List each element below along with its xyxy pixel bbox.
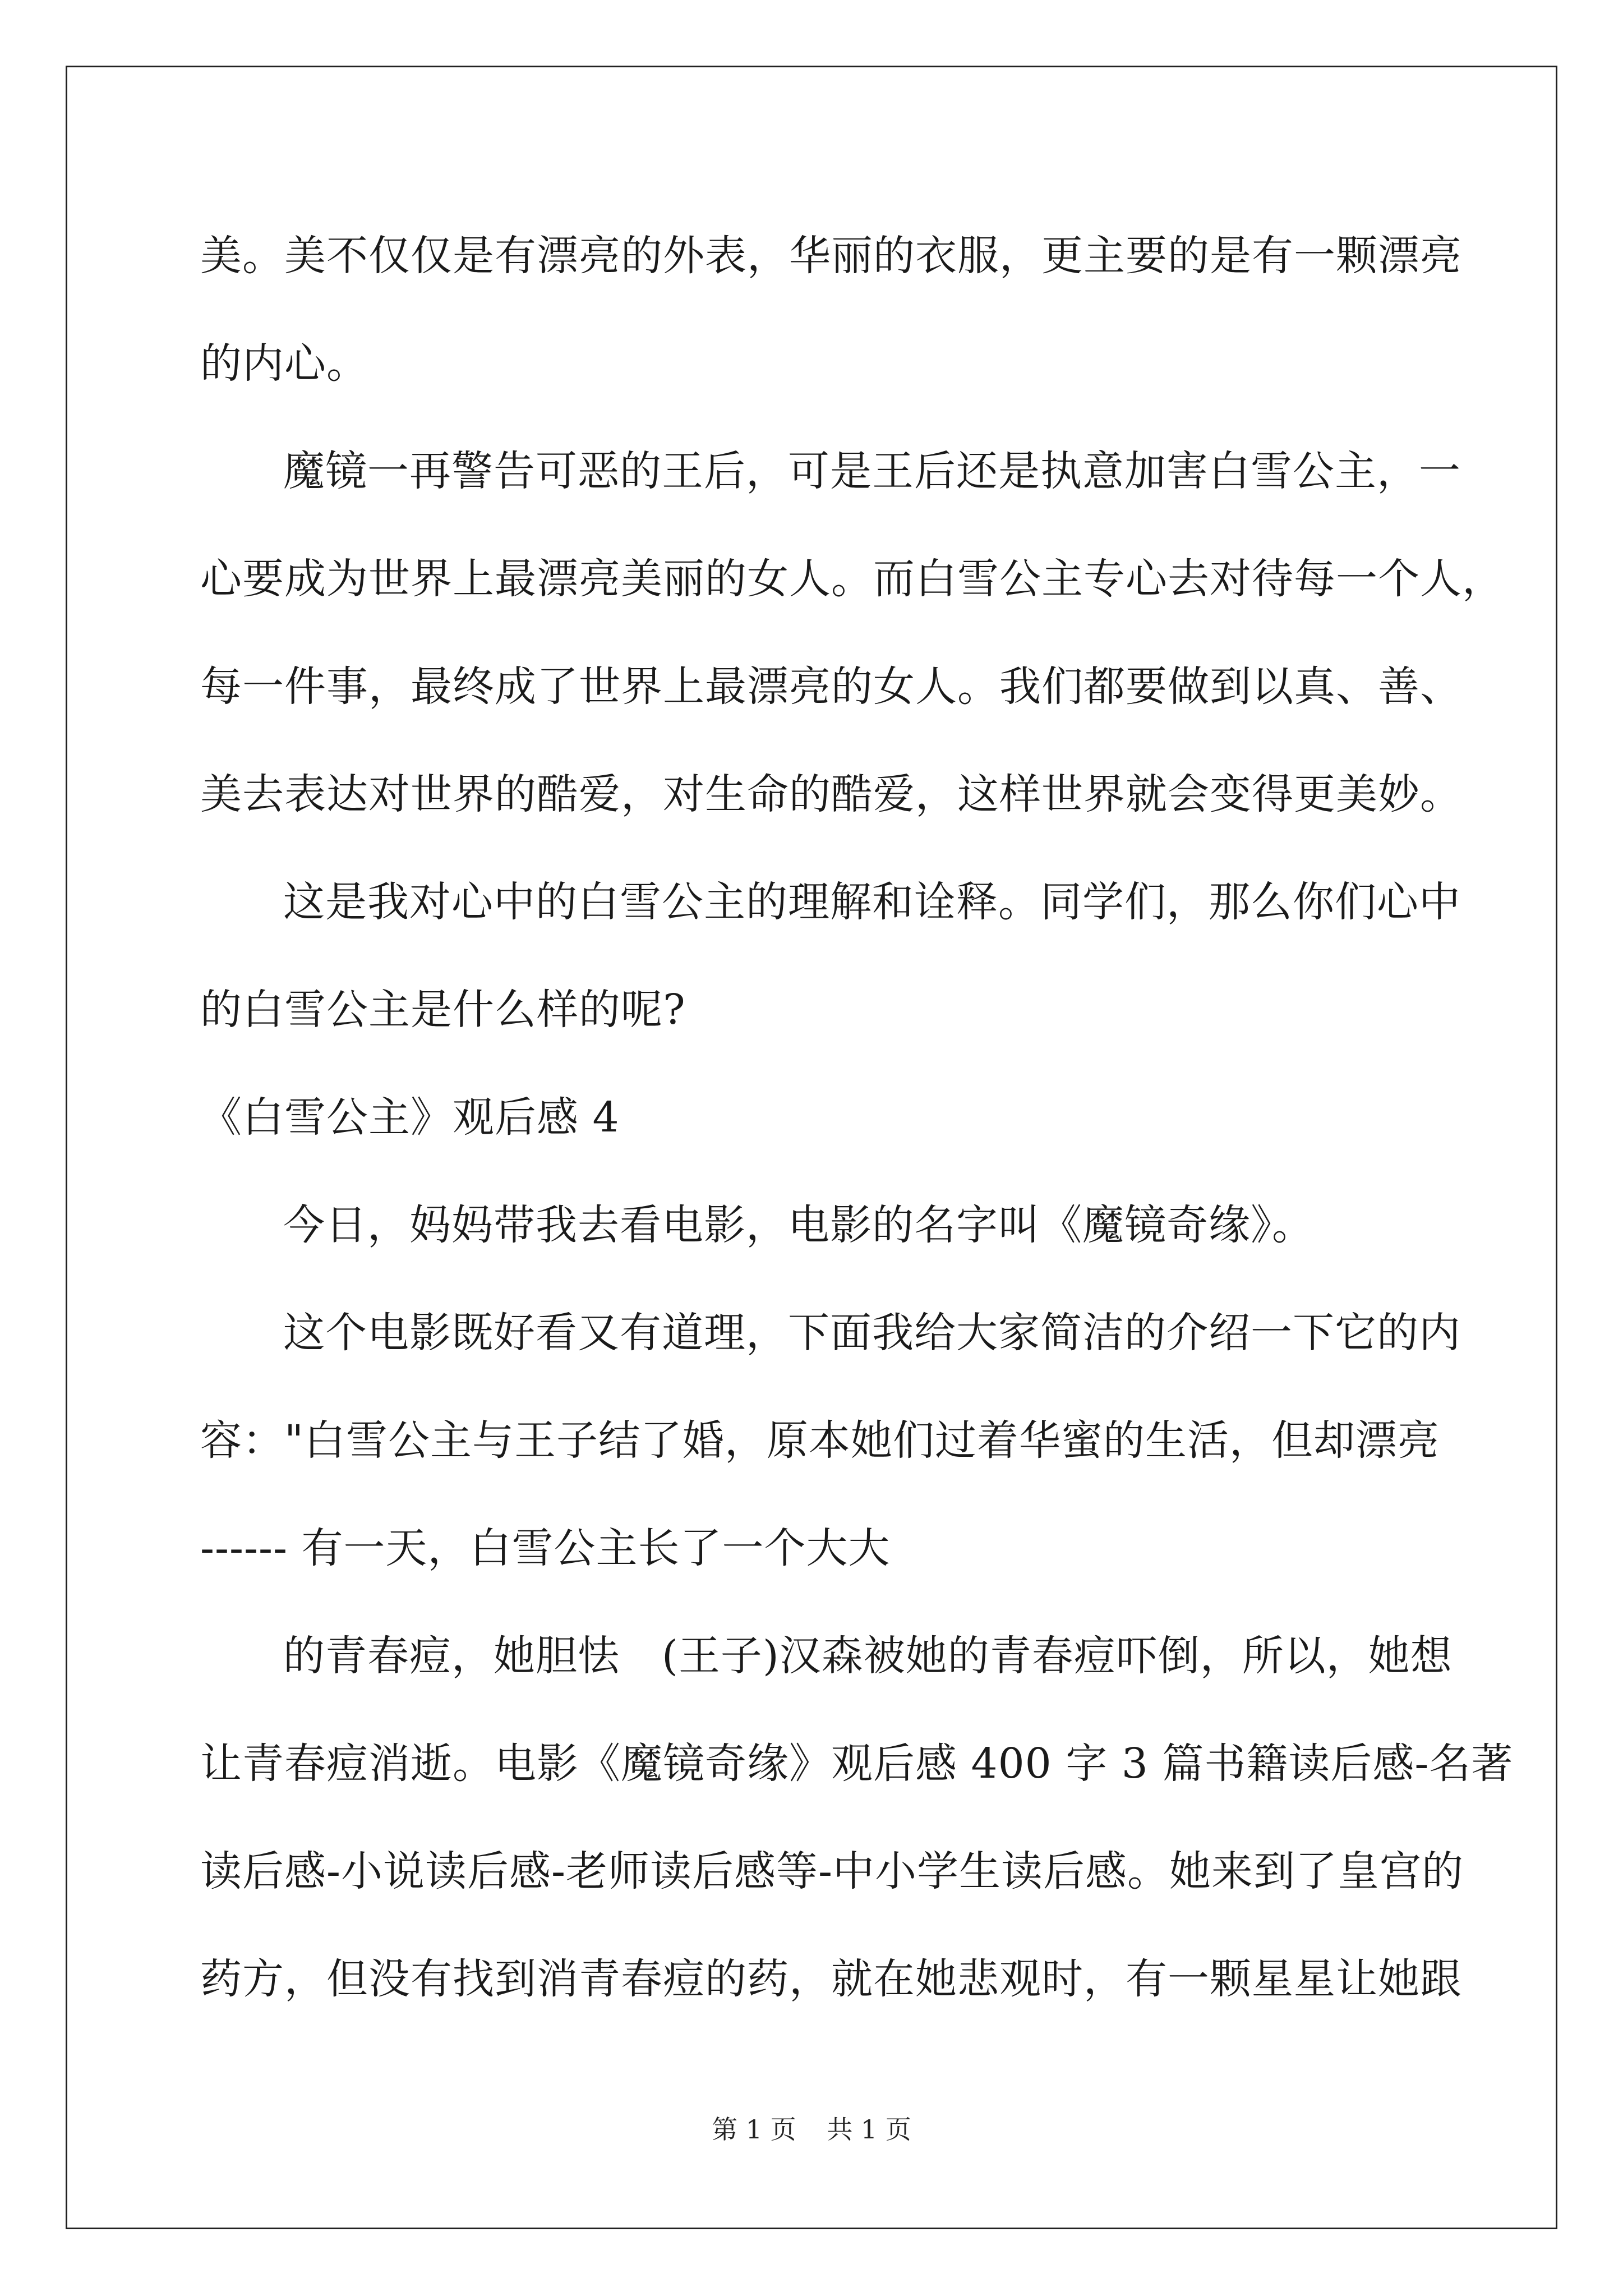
text-line: 这个电影既好看又有道理，下面我给大家简洁的介绍一下它的内 xyxy=(283,1309,1461,1357)
text-line: 读后感-小说读后感-老师读后感等-中小学生读后感。她来到了皇宫的 xyxy=(200,1847,1464,1895)
text-line: 的青春痘，她胆怯 (王子)汉森被她的青春痘吓倒，所以，她想 xyxy=(283,1632,1453,1680)
text-line: 美。美不仅仅是有漂亮的外表，华丽的衣服，更主要的是有一颗漂亮 xyxy=(200,232,1462,280)
text-line: 的内心。 xyxy=(200,339,368,388)
document-body xyxy=(200,202,1514,2033)
text-line: 心要成为世界上最漂亮美丽的女人。而白雪公主专心去对待每一个人， xyxy=(200,555,1504,603)
text-line: 美去表达对世界的酷爱，对生命的酷爱，这样世界就会变得更美妙。 xyxy=(200,770,1462,818)
page-total: 共 1 页 xyxy=(827,2114,911,2145)
text-line: 今日，妈妈带我去看电影，电影的名字叫《魔镜奇缘》。 xyxy=(283,1201,1314,1249)
text-line: 的白雪公主是什么样的呢? xyxy=(200,986,686,1034)
text-line: 药方，但没有找到消青春痘的药，就在她悲观时，有一颗星星让她跟 xyxy=(200,1955,1462,2003)
text-line: ------ 有一天，白雪公主长了一个大大 xyxy=(200,1524,891,1572)
section-heading: 《白雪公主》观后感 4 xyxy=(200,1093,620,1142)
text-line: 每一件事，最终成了世界上最漂亮的女人。我们都要做到以真、善、 xyxy=(200,662,1462,711)
page-footer xyxy=(0,2109,1623,2146)
text-line: 容："白雪公主与王子结了婚，原本她们过着华蜜的生活，但却漂亮 xyxy=(200,1416,1440,1465)
text-line: 这是我对心中的白雪公主的理解和诠释。同学们，那么你们心中 xyxy=(283,878,1461,926)
text-line: 让青春痘消逝。电影《魔镜奇缘》观后感 400 字 3 篇书籍读后感-名著 xyxy=(200,1740,1514,1788)
text-line: 魔镜一再警告可恶的王后，可是王后还是执意加害白雪公主，一 xyxy=(283,447,1461,495)
page-number: 第 1 页 xyxy=(712,2114,796,2145)
